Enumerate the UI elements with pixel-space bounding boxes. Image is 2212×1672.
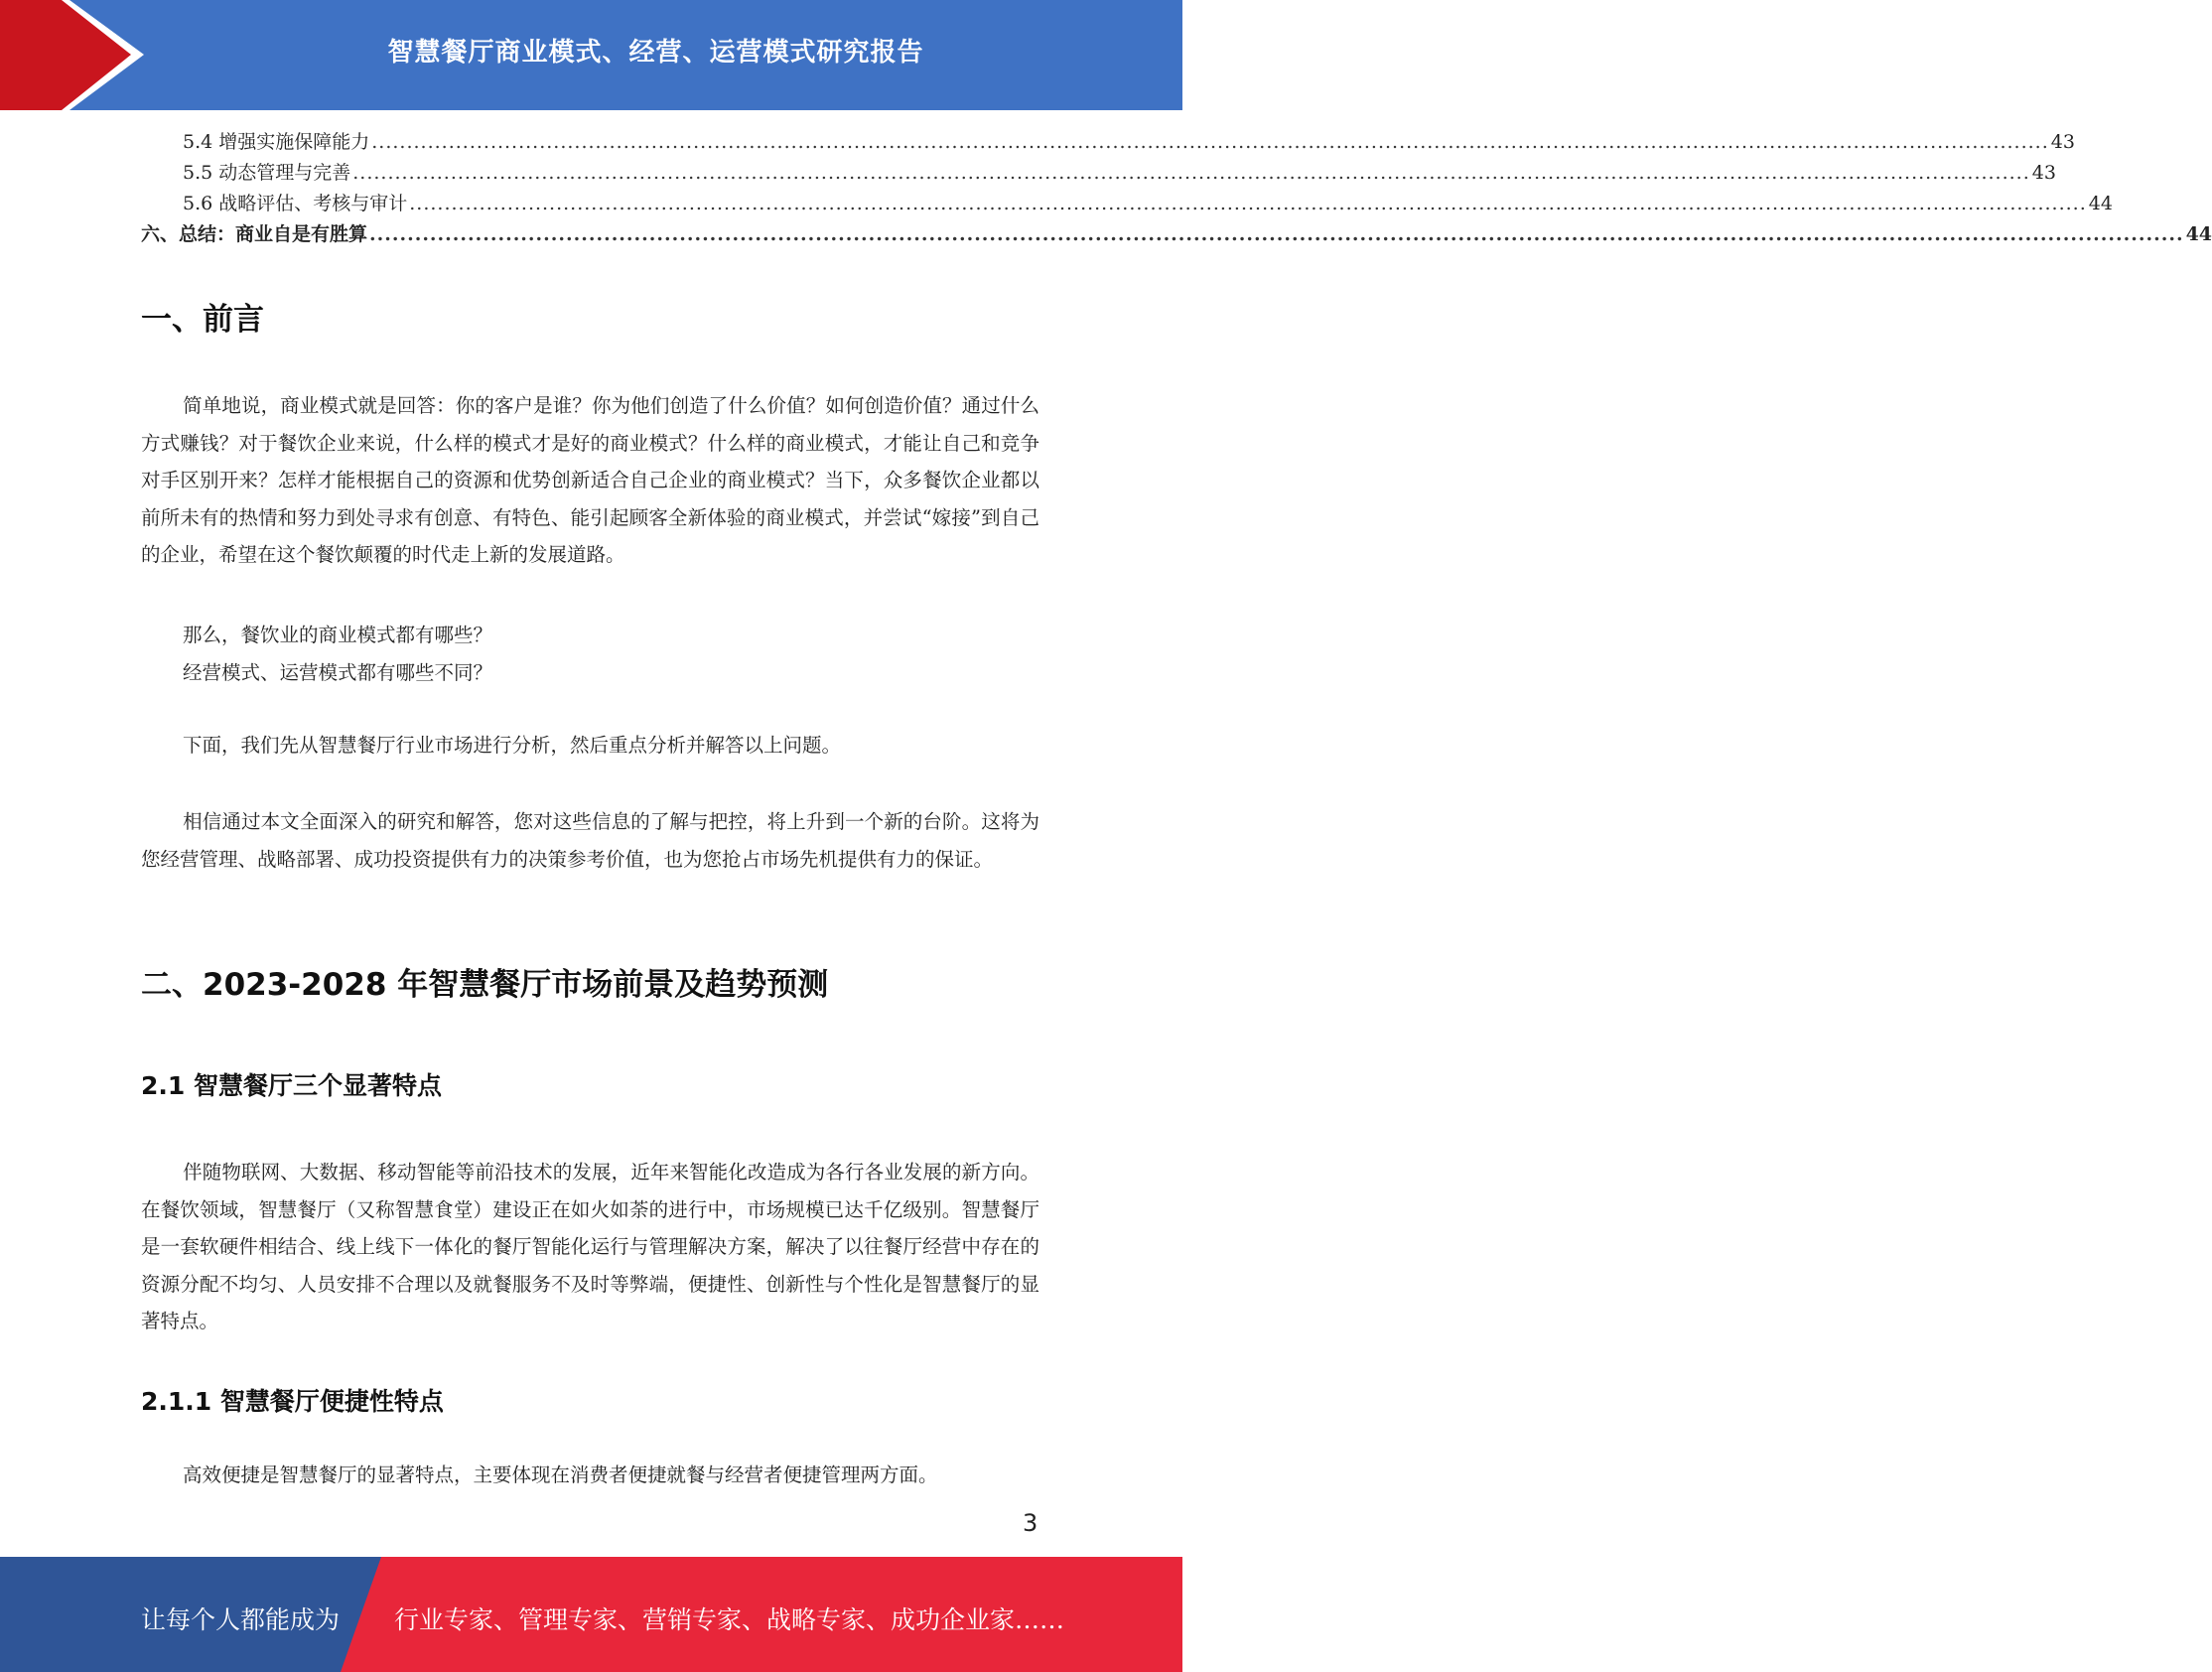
toc-label: 5.4 增强实施保障能力 [183,131,370,153]
paragraph-text: 相信通过本文全面深入的研究和解答，您对这些信息的了解与把控，将上升到一个新的台阶。这将为您经营管理、战略部署、成功投资提供有力的决策参考价值，也为您抢占市场先机提供有力的保证。 [141,810,1039,871]
header-title: 智慧餐厅商业模式、经营、运营模式研究报告 [387,38,924,68]
toc-row[interactable] [141,219,2212,249]
paragraph-text: 下面，我们先从智慧餐厅行业市场进行分析，然后重点分析并解答以上问题。 [183,734,842,757]
toc-leader: ................................................................................................................................................................................................................................................ [371,131,2049,153]
paragraph-text: 伴随物联网、大数据、移动智能等前沿技术的发展，近年来智能化改造成为各行各业发展的新方向。在餐饮领域，智慧餐厅（又称智慧食堂）建设正在如火如荼的进行中，市场规模已达千亿级别。智慧餐厅是一套软硬件相结合、线上线下一体化的餐厅智能化运行与管理解决方案，解决了以往餐厅经营中存在的资源分配不均匀、人员安排不合理以及就餐服务不及时等弊端，便捷性、创新性与个性化是智慧餐厅的显著特点。 [141,1161,1039,1332]
section-heading-preface: 一、前言 [141,302,264,338]
toc-label: 5.6 战略评估、考核与审计 [183,193,408,214]
toc-page: 43 [2050,131,2075,153]
paragraph [141,1457,1039,1494]
subsection-heading: 2.1 智慧餐厅三个显著特点 [141,1071,442,1100]
question-line: 经营模式、运营模式都有哪些不同？ [183,661,493,684]
header-arrow-logo [0,0,159,110]
paragraph-text: 简单地说，商业模式就是回答：你的客户是谁？你为他们创造了什么价值？如何创造价值？通过什么方式赚钱？对于餐饮企业来说，什么样的模式才是好的商业模式？什么样的商业模式，才能让自己和竞争对手区别开来？怎样才能根据自己的资源和优势创新适合自己企业的商业模式？当下，众多餐饮企业都以前所未有的热情和努力到处寻求有创意、有特色、能引起顾客全新体验的商业模式，并尝试“嫁接”到自己的企业，希望在这个餐饮颠覆的时代走上新的发展道路。 [141,394,1039,566]
toc-row[interactable] [141,189,2113,218]
toc-page: 43 [2031,162,2056,184]
toc-leader: ................................................................................................................................................................................................................................................ [409,193,2087,214]
section-heading-market-outlook: 二、2023-2028 年智慧餐厅市场前景及趋势预测 [141,967,829,1003]
toc-row[interactable] [141,127,2075,157]
footer-slogan-right: 行业专家、管理专家、营销专家、战略专家、成功企业家…… [394,1605,1065,1634]
toc-label: 5.5 动态管理与完善 [183,162,351,184]
toc-page: 44 [2185,223,2212,245]
paragraph [141,727,1039,765]
page-number: 3 [1023,1509,1038,1537]
paragraph [141,387,1039,574]
toc-page: 44 [2088,193,2113,214]
toc-leader: ................................................................................................................................................................................................................................................ [369,223,2184,245]
footer-slogan-left: 让每个人都能成为 [141,1605,341,1634]
paragraph-text: 高效便捷是智慧餐厅的显著特点，主要体现在消费者便捷就餐与经营者便捷管理两方面。 [183,1463,938,1486]
toc-label: 六、总结：商业自是有胜算 [141,223,368,245]
header-band [0,0,1182,110]
paragraph [141,1154,1039,1340]
question-line: 那么，餐饮业的商业模式都有哪些？ [183,624,493,646]
toc-leader: ................................................................................................................................................................................................................................................ [352,162,2030,184]
toc-row[interactable] [141,158,2056,188]
paragraph [141,803,1039,878]
subsection-heading: 2.1.1 智慧餐厅便捷性特点 [141,1387,444,1416]
